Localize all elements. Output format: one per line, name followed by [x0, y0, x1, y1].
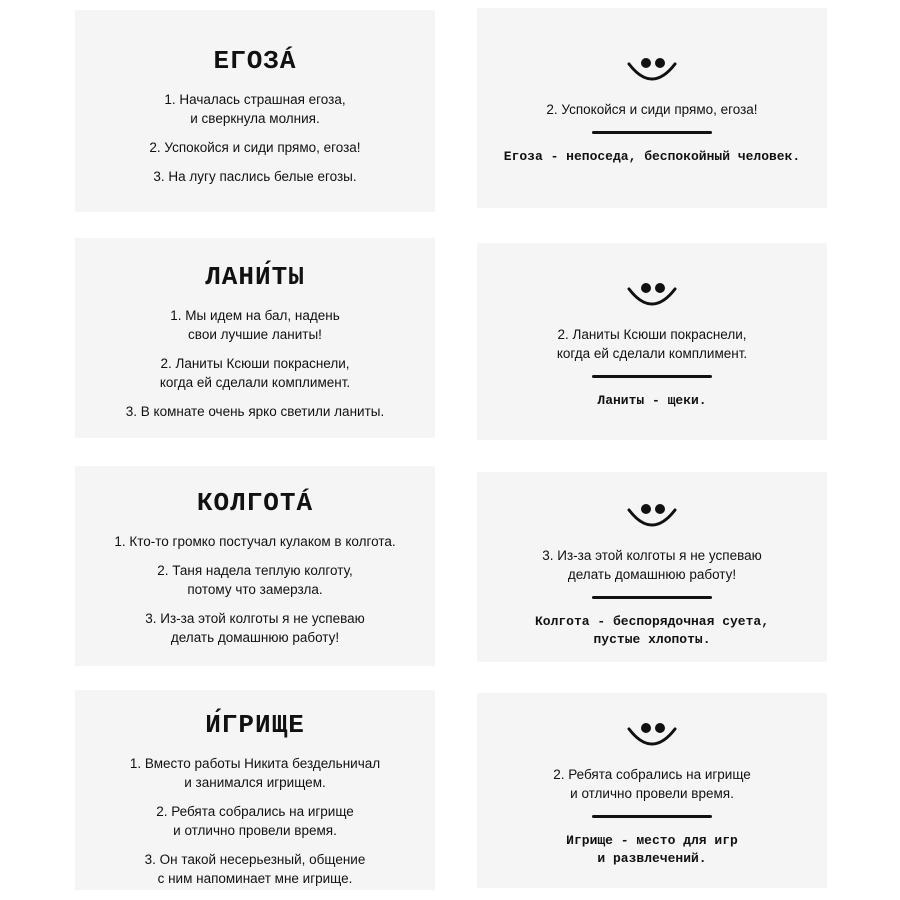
correct-sentence: 3. Из-за этой колготы я не успеваю делать домашнюю работу! — [542, 548, 762, 582]
option-1: 1. Вместо работы Никита бездельничал и занимался игрищем. — [129, 756, 381, 790]
option-1: 1. Началась страшная егоза, и сверкнула молния. — [164, 92, 346, 126]
word-title: И́ГРИЩЕ — [205, 710, 305, 740]
option-3: 3. Он такой несерьезный, общение с ним напоминает мне игрище. — [144, 852, 366, 886]
correct-sentence: 2. Ланиты Ксюши покраснели, когда ей сделали комплимент. — [556, 327, 748, 361]
question-card-3 — [75, 466, 435, 666]
definition: Колгота - беспорядочная суета, пустые хлопоты. — [534, 614, 770, 647]
correct-sentence: 2. Успокойся и сиди прямо, егоза! — [546, 102, 758, 117]
option-3: 3. На лугу паслись белые егозы. — [153, 169, 357, 184]
option-2: 2. Ребята собрались на игрище и отлично провели время. — [156, 804, 354, 838]
divider — [592, 375, 712, 378]
word-title: ЛАНИ́ТЫ — [205, 262, 305, 292]
answer-card-3 — [477, 472, 827, 662]
option-2: 2. Ланиты Ксюши покраснели, когда ей сделали комплимент. — [159, 356, 351, 390]
answer-card-2 — [477, 243, 827, 440]
definition: Игрище - место для игр и развлечений. — [566, 833, 738, 866]
word-title: ЕГОЗÁ — [213, 46, 297, 76]
option-2: 2. Успокойся и сиди прямо, егоза! — [149, 140, 361, 155]
definition: Ланиты - щеки. — [597, 393, 707, 408]
option-2: 2. Таня надела теплую колготу, потому что замерзла. — [157, 563, 353, 597]
divider — [592, 596, 712, 599]
option-1: 1. Кто-то громко постучал кулаком в колгота. — [114, 534, 396, 549]
question-card-1 — [75, 10, 435, 212]
divider — [592, 815, 712, 818]
smiley-face-icon — [617, 717, 687, 751]
word-title: КОЛГОТÁ — [196, 488, 314, 518]
smiley-face-icon — [617, 277, 687, 311]
option-1: 1. Мы идем на бал, надень свои лучшие ланиты! — [170, 308, 340, 342]
divider — [592, 131, 712, 134]
definition: Егоза - непоседа, беспокойный человек. — [503, 149, 801, 164]
option-3: 3. Из-за этой колготы я не успеваю делать домашнюю работу! — [145, 611, 365, 645]
correct-sentence: 2. Ребята собрались на игрище и отлично провели время. — [553, 767, 751, 801]
option-3: 3. В комнате очень ярко светили ланиты. — [125, 404, 385, 419]
question-card-4 — [75, 690, 435, 890]
answer-card-4 — [477, 693, 827, 888]
smiley-face-icon — [617, 498, 687, 532]
question-card-2 — [75, 238, 435, 438]
smiley-face-icon — [617, 52, 687, 86]
answer-card-1 — [477, 8, 827, 208]
